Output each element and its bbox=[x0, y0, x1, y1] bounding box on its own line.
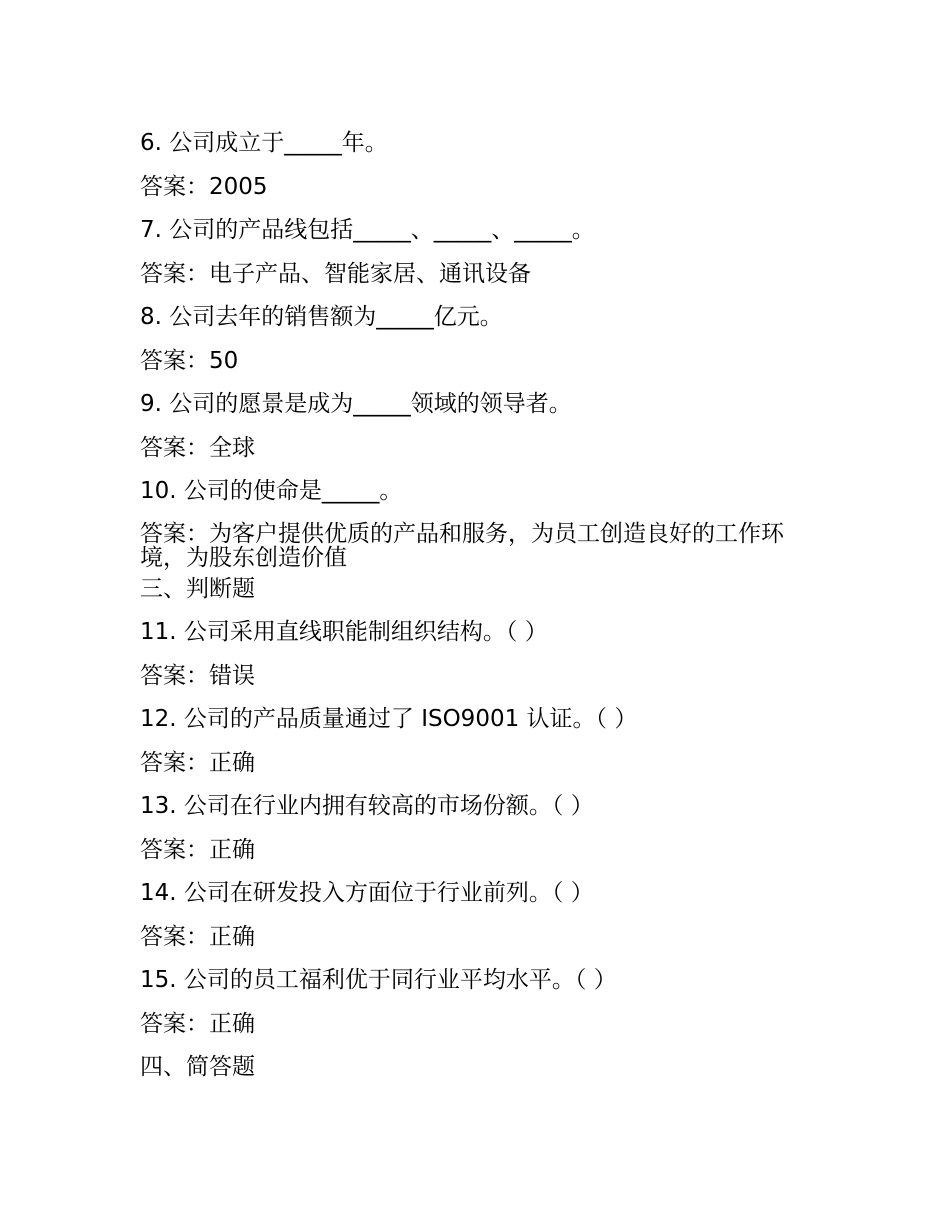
answer-13: 答案：正确 bbox=[140, 836, 255, 863]
question-10: 10. 公司的使命是_____。 bbox=[140, 478, 403, 504]
question-8: 8. 公司去年的销售额为_____亿元。 bbox=[140, 304, 503, 330]
answer-10: 答案：为客户提供优质的产品和服务，为员工创造良好的工作环境，为股东创造价值 bbox=[140, 520, 784, 571]
question-14: 14. 公司在研发投入方面位于行业前列。（ ） bbox=[140, 880, 594, 906]
answer-11: 答案：错误 bbox=[140, 662, 255, 689]
answer-14: 答案：正确 bbox=[140, 923, 255, 950]
question-6: 6. 公司成立于_____年。 bbox=[140, 130, 388, 156]
answer-9: 答案：全球 bbox=[140, 434, 255, 461]
section-heading-short-answer: 四、简答题 bbox=[140, 1054, 255, 1080]
question-12: 12. 公司的产品质量通过了 ISO9001 认证。（ ） bbox=[140, 706, 638, 732]
answer-15: 答案：正确 bbox=[140, 1010, 255, 1037]
answer-6: 答案：2005 bbox=[140, 173, 268, 200]
answer-12: 答案：正确 bbox=[140, 749, 255, 776]
question-13: 13. 公司在行业内拥有较高的市场份额。（ ） bbox=[140, 793, 594, 819]
answer-8: 答案：50 bbox=[140, 347, 239, 374]
question-7: 7. 公司的产品线包括_____、_____、_____。 bbox=[140, 217, 595, 243]
section-heading-true-false: 三、判断题 bbox=[140, 575, 255, 602]
question-11: 11. 公司采用直线职能制组织结构。（ ） bbox=[140, 619, 548, 645]
document-body bbox=[140, 122, 820, 1090]
question-9: 9. 公司的愿景是成为_____领域的领导者。 bbox=[140, 391, 572, 417]
answer-7: 答案：电子产品、智能家居、通讯设备 bbox=[140, 260, 531, 287]
question-15: 15. 公司的员工福利优于同行业平均水平。（ ） bbox=[140, 967, 617, 993]
